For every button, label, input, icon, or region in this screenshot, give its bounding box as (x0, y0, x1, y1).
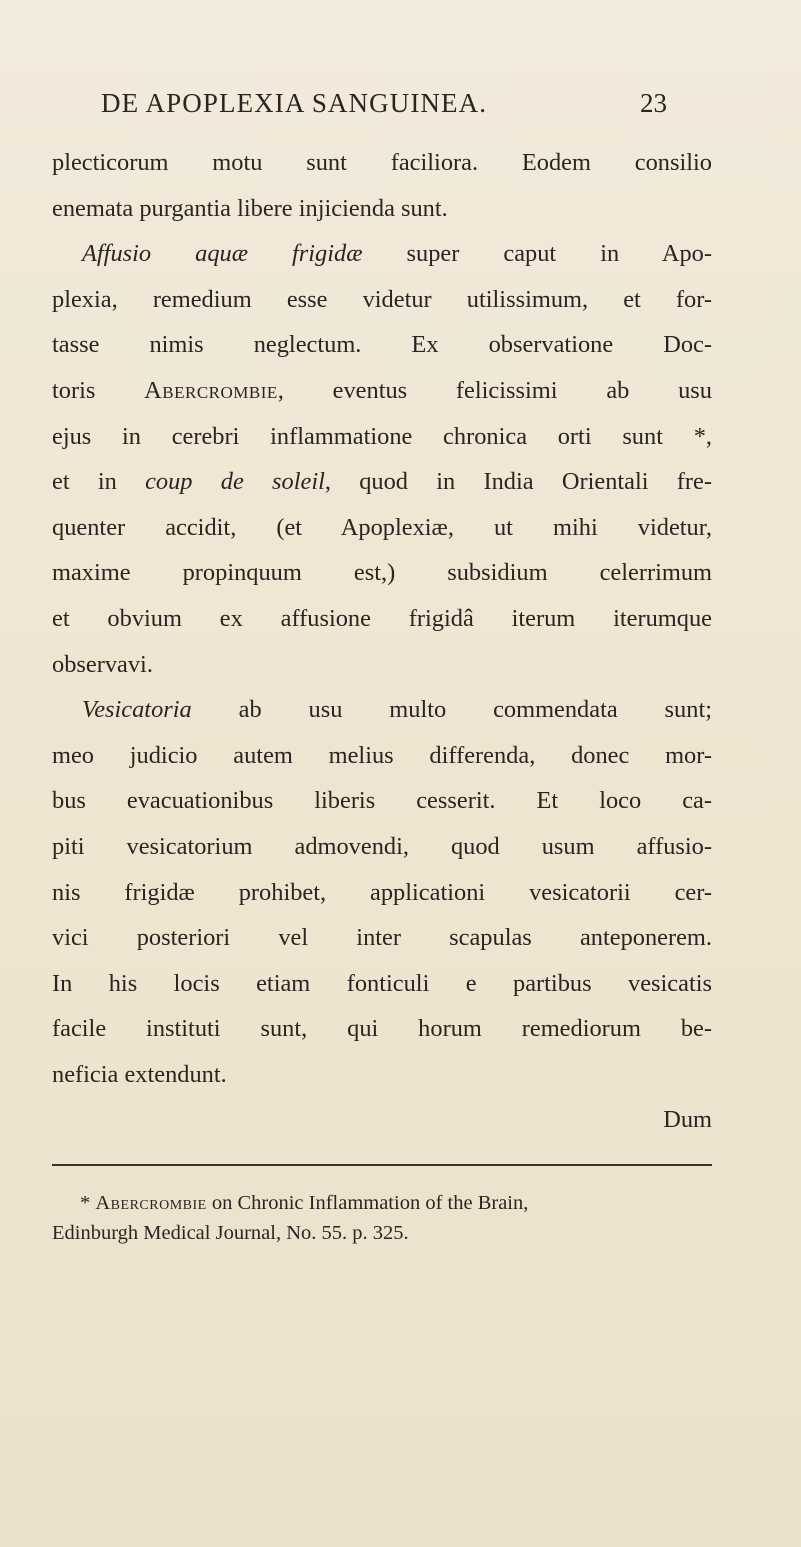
text-line-21: neficia extendunt. (52, 1060, 227, 1088)
text-line-2: enemata purgantia libere injicienda sunt. (52, 194, 448, 222)
text-line-18: vici posteriori vel inter scapulas anteponerem. (52, 924, 712, 952)
text-line-3 (52, 231, 712, 277)
footnote (52, 1188, 702, 1248)
text-line-4: plexia, remedium esse videtur utilissimum, et for- (52, 285, 712, 313)
text-line-10: maxime propinquum est,) subsidium celerrimum (52, 559, 712, 587)
text-line-8 (52, 459, 712, 505)
author-name: Abercrombie (144, 376, 278, 404)
footnote-line-2: Edinburgh Medical Journal, No. 55. p. 325. (52, 1222, 409, 1244)
text-span: super caput in Apo- (362, 240, 712, 268)
page-number: 23 (640, 88, 667, 118)
text-line-6 (52, 368, 712, 414)
text-span: , quod in India Orientali fre- (324, 468, 712, 496)
body-text (52, 140, 712, 1143)
text-span: toris (52, 376, 145, 404)
text-line-16: piti vesicatorium admovendi, quod usum affusio- (52, 832, 712, 860)
text-line-13 (52, 687, 712, 733)
footnote-rule (52, 1164, 712, 1166)
text-line-9: quenter accidit, (et Apoplexiæ, ut mihi videtur, (52, 513, 712, 541)
text-line-14: meo judicio autem melius differenda, donec mor- (52, 741, 712, 769)
text-line-5: tasse nimis neglectum. Ex observatione Doc- (52, 331, 712, 359)
catchword: Dum (663, 1106, 712, 1134)
text-line-11: et obvium ex affusione frigidâ iterum iterumque (52, 604, 712, 632)
running-head: DE APOPLEXIA SANGUINEA. (101, 88, 488, 118)
page-header (0, 80, 801, 120)
footnote-text: on Chronic Inflammation of the Brain, (206, 1192, 529, 1214)
footnote-author: Abercrombie (95, 1192, 207, 1214)
footnote-line-1 (52, 1188, 702, 1218)
footnote-marker: * (80, 1192, 96, 1214)
text-line-7: ejus in cerebri inflammatione chronica orti sunt *, (52, 422, 712, 450)
italic-phrase: Affusio aquæ frigidæ (82, 240, 363, 268)
text-line-19: In his locis etiam fonticuli e partibus vesicatis (52, 969, 712, 997)
text-span: et in (52, 468, 146, 496)
text-line-20: facile instituti sunt, qui horum remediorum be- (52, 1015, 712, 1043)
italic-phrase: Vesicatoria (82, 696, 192, 724)
text-line-15: bus evacuationibus liberis cesserit. Et loco ca- (52, 787, 712, 815)
italic-phrase: coup de soleil (145, 468, 325, 496)
text-line-17: nis frigidæ prohibet, applicationi vesicatorii cer- (52, 878, 712, 906)
text-line-1: plecticorum motu sunt faciliora. Eodem consilio (52, 149, 712, 176)
text-span: ab usu multo commendata sunt; (191, 696, 712, 724)
text-span: , eventus felicissimi ab usu (277, 376, 712, 404)
text-line-12: observavi. (52, 650, 153, 678)
